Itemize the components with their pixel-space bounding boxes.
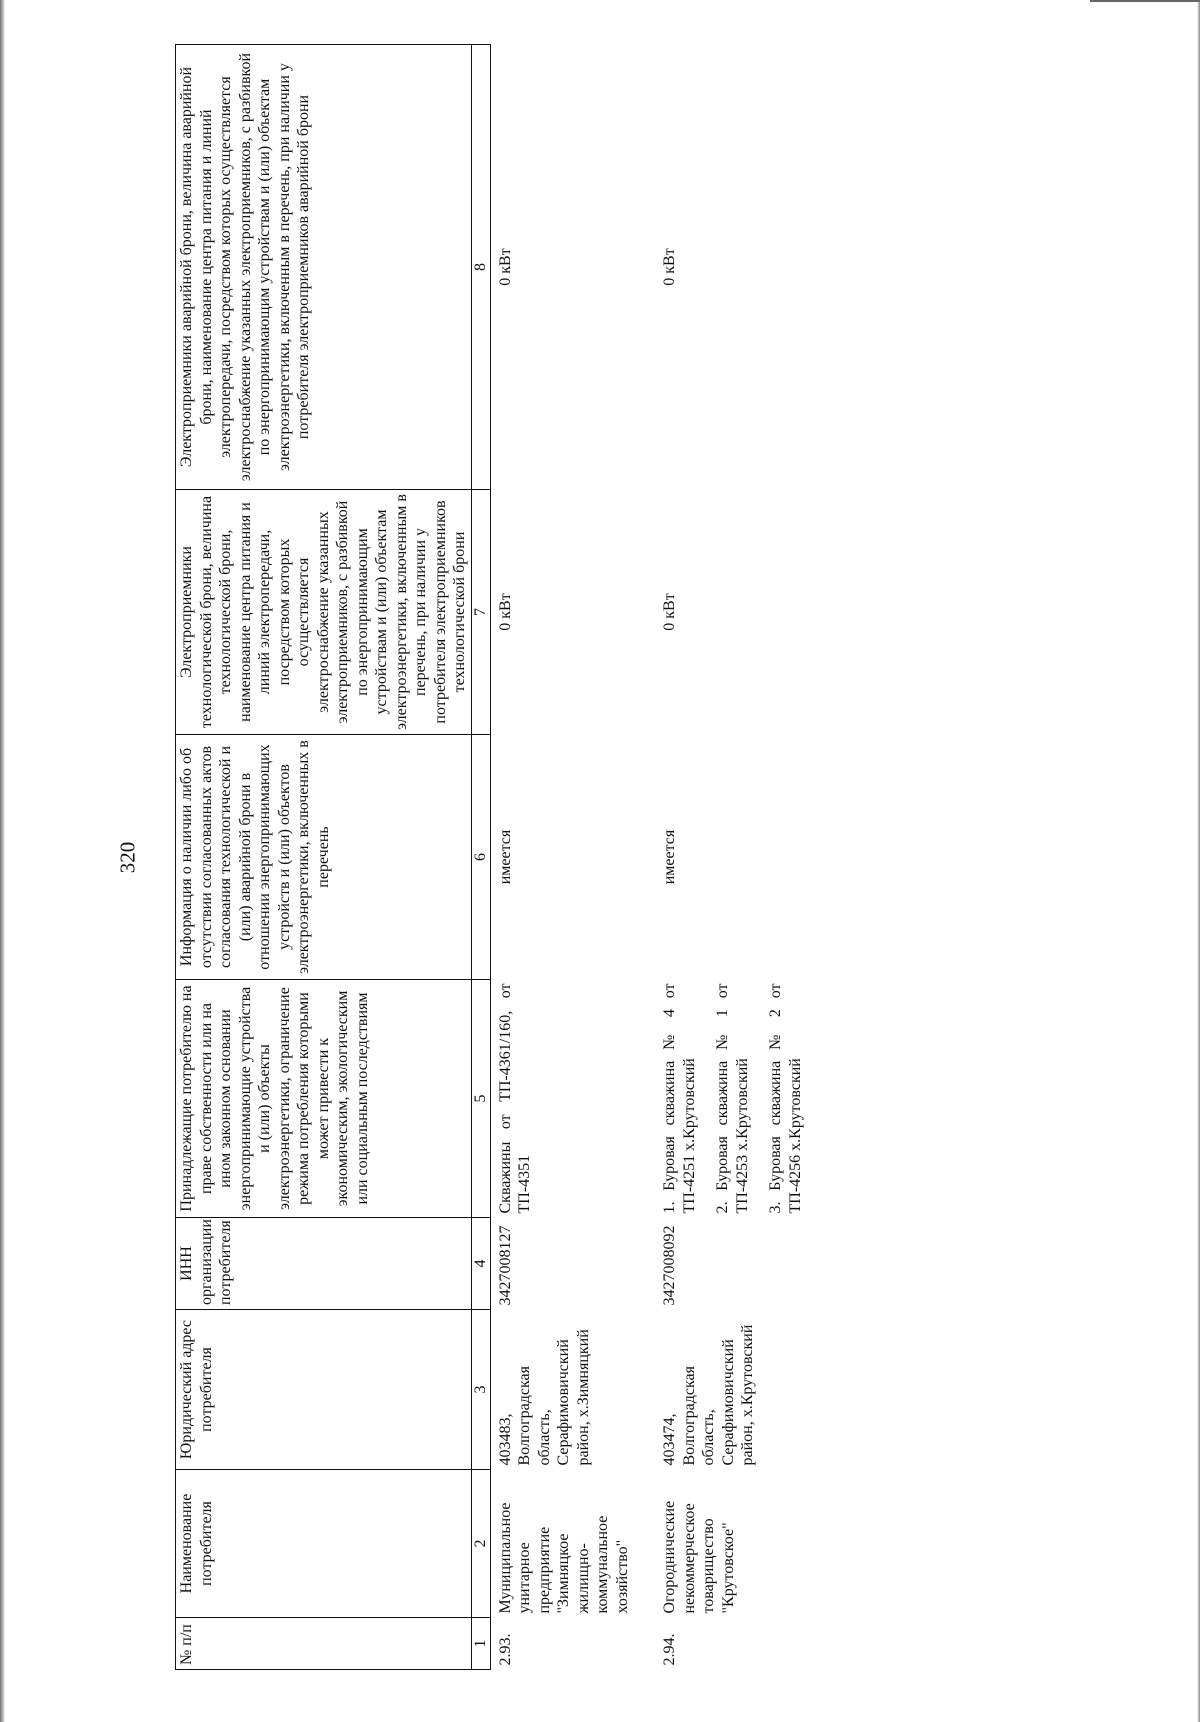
legal-address: 403474, Волгоградская область, Серафимовичский район, х.Крутовский	[661, 1324, 756, 1466]
consumer-name: Огороднические некоммерческое товарищество "Крутовское"	[661, 1500, 737, 1614]
legal-address: 403483, Волгоградская область, Серафимовичский район, х.Зимняцкий	[496, 1329, 592, 1466]
column-number: 4	[471, 1218, 490, 1310]
header-agreement-info: Информация о наличии либо об отсутствии согласованных актов согласования технологической и (или) аварийной брони в отношении энергопринимающих устройств и (или) объектов электроэнергетики, включенных в перечень	[176, 735, 472, 980]
device-item: 1. Буровая скважина № 4 от ТП-4251 х.Крутовский	[661, 983, 698, 1214]
emergency-reserve-value: 0 кВт	[661, 248, 678, 286]
column-number: 1	[471, 1618, 490, 1670]
header-emergency-reserve: Электроприемники аварийной брони, величина аварийной брони, наименование центра питания и линий электропередачи, посредством которых осуществляется электроснабжение указанных электроприемников, с разбивкой по энергопринимающим устройствам и (или) объектам электроэнергетики, включенным в перечень, при наличии у потребителя электроприемников аварийной брони	[176, 45, 472, 490]
column-number: 8	[471, 45, 490, 490]
inn-value: 3427008127	[496, 1225, 514, 1306]
header-devices: Принадлежащие потребителю на праве собственности или на ином законном основании энергопринимающие устройства и (или) объекты электроэнергетики, ограничение режима потребления которыми может привести к экономическим, экологическим или социальным последствиям	[176, 980, 472, 1218]
tech-reserve-value: 0 кВт	[496, 593, 514, 631]
header-row	[176, 45, 472, 1670]
column-number: 2	[471, 1470, 490, 1618]
table-row	[655, 45, 806, 1670]
agreement-value: имеется	[496, 829, 514, 885]
agreement-value: имеется	[661, 829, 678, 885]
tech-reserve-value: 0 кВт	[661, 593, 678, 631]
devices-cell	[655, 980, 806, 1218]
devices-cell	[490, 980, 633, 1218]
device-item: Скважины от ТП-4361/160, от ТП-4351	[496, 983, 533, 1214]
row-number: 2.93.	[496, 1633, 514, 1666]
inn-value: 3427008092	[661, 1225, 678, 1306]
column-number: 7	[471, 490, 490, 735]
device-item: 2. Буровая скважина № 1 от ТП-4253 х.Крутовский	[714, 983, 751, 1214]
header-consumer-name: Наименование потребителя	[176, 1470, 472, 1618]
device-item: 3. Буровая скважина № 2 от ТП-4256 х.Крутовский	[767, 983, 804, 1214]
page-number: 320	[115, 841, 140, 874]
rotated-table-container	[175, 45, 1050, 1670]
row-number: 2.94.	[661, 1633, 678, 1666]
column-number: 5	[471, 980, 490, 1218]
table-row	[490, 45, 633, 1670]
header-number: № п/п	[176, 1618, 472, 1670]
scan-edge-left	[0, 0, 5, 1722]
emergency-reserve-value: 0 кВт	[496, 248, 514, 286]
consumer-name: Муниципальное унитарное предприятие "Зимняцкое жилищно-коммунальное хозяйство"	[496, 1502, 631, 1614]
header-legal-address: Юридический адрес потребителя	[176, 1310, 472, 1470]
column-number: 6	[471, 735, 490, 980]
row-gap	[633, 45, 655, 1670]
column-number: 3	[471, 1310, 490, 1470]
scan-edge-top	[1090, 0, 1200, 2]
consumer-table	[175, 44, 806, 1670]
column-number-row	[471, 45, 490, 1670]
header-inn: ИНН организации потребителя	[176, 1218, 472, 1310]
header-tech-reserve: Электроприемники технологической брони, величина технологической брони, наименование центра питания и линий электропередачи, посредством которых осуществляется электроснабжение указанных электроприемников, с разбивкой по энергопринимающим устройствам и (или) объектам электроэнергетики, включенным в перечень, при наличии у потребителя электроприемников технологической брони	[176, 490, 472, 735]
